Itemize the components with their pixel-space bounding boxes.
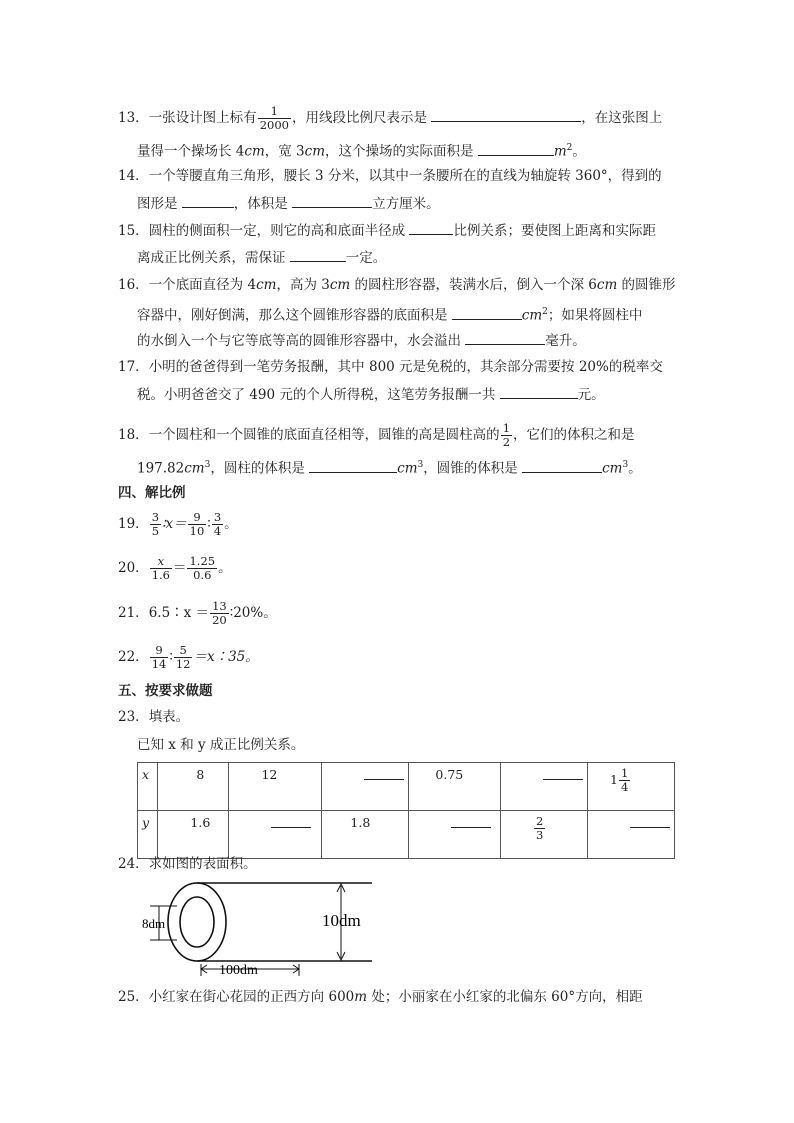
section-4-title: 四、解比例 [118, 485, 186, 501]
answer-blank[interactable] [465, 331, 545, 345]
q14-line1: 14．一个等腰直角三角形，腰长 3 分米，以其中一条腰所在的直线为轴旋转 360°，得到的 [118, 168, 662, 184]
answer-blank[interactable] [500, 385, 578, 399]
q24-title: 24．求如图的表面积。 [118, 856, 257, 872]
q23-title: 23．填表。 [118, 709, 190, 725]
q13-line2: 量得一个操场长 4cm，宽 3cm，这个操场的实际面积是 $m^2$。 [137, 143, 586, 160]
answer-blank[interactable] [409, 221, 453, 235]
table-row: y 1.6 1.8 $\frac{2}{3}$ [138, 811, 675, 859]
answer-blank[interactable] [478, 142, 554, 156]
q16-line1: 16．一个底面直径为 4cm，高为 3cm 的圆柱形容器，装满水后，倒入一个深 6cm 的圆锥形 [118, 277, 676, 293]
answer-blank[interactable] [452, 306, 522, 320]
answer-blank[interactable] [292, 194, 372, 208]
q19: 19． $\frac{3}{5}$ ∶x＝ $\frac{9}{10}$ ∶ $\frac{3}{4}$ 。 [118, 510, 238, 538]
q15-line1: 15．圆柱的侧面积一定，则它的高和底面半径成 比例关系；要使图上距离和实际距 [118, 223, 656, 239]
answer-blank[interactable] [271, 815, 311, 828]
label-100dm: 100dm [219, 963, 258, 978]
q16-line3: 的水倒入一个与它等底等高的圆锥形容器中，水会溢出 毫升。 [137, 333, 586, 349]
label-10dm: 10dm [322, 911, 361, 930]
hollow-cylinder-figure [137, 878, 377, 978]
proportion-table [137, 762, 675, 859]
q17-line2: 税。小明爸爸交了 490 元的个人所得税，这笔劳务报酬一共 元。 [137, 387, 605, 403]
q14-line2: 图形是 ，体积是 立方厘米。 [137, 196, 440, 212]
q22: 22． $\frac{9}{14}$ ∶ $\frac{5}{12}$ ＝x∶35。 [118, 643, 259, 671]
answer-blank[interactable] [543, 767, 583, 780]
answer-blank[interactable] [290, 248, 346, 262]
fraction-1-2000: $\frac{1}{2000}$ [259, 104, 289, 132]
q16-line2: 容器中，刚好倒满，那么这个圆锥形容器的底面积是 $cm^2$；如果将圆柱中 [137, 307, 643, 324]
q21: 21．6.5∶x ＝ $\frac{13}{20}$ ∶20%。 [118, 599, 277, 627]
fraction-1-2: $\frac{1}{2}$ [502, 421, 511, 449]
q25-line1: 25．小红家在街心花园的正西方向 600m 处；小丽家在小红家的北偏东 60°方向，相距 [118, 989, 643, 1005]
q17-line1: 17．小明的爸爸得到一笔劳务报酬，其中 800 元是免税的，其余部分需要按 20%的税率交 [118, 359, 663, 375]
answer-blank[interactable] [364, 767, 404, 780]
answer-blank[interactable] [431, 108, 581, 122]
q18-line2: $197.82cm^3$，圆柱的体积是 $cm^3$，圆锥的体积是 $cm^3$。 [137, 460, 642, 477]
q23-condition: 已知 x 和 y 成正比例关系。 [137, 737, 305, 753]
answer-blank[interactable] [522, 459, 602, 473]
answer-blank[interactable] [451, 815, 491, 828]
q20: 20． $\frac{x}{1.6}$ ＝ $\frac{1.25}{0.6}$ 。 [118, 554, 232, 582]
table-row: x 8 12 0.75 1 $\frac{1}{4}$ [138, 763, 675, 811]
label-8dm: 8dm [142, 916, 166, 931]
answer-blank[interactable] [309, 459, 397, 473]
section-5-title: 五、按要求做题 [118, 683, 213, 699]
answer-blank[interactable] [630, 815, 670, 828]
q18-line1: 18．一个圆柱和一个圆锥的底面直径相等，圆锥的高是圆柱高的 $\frac{1}{2}$ ，它们的体积之和是 [118, 421, 635, 449]
answer-blank[interactable] [182, 194, 234, 208]
q15-line2: 离成正比例关系，需保证 一定。 [137, 250, 387, 266]
q13-line1: 13．一张设计图上标有 $\frac{1}{2000}$ ，用线段比例尺表示是 ，在这张图上 [118, 104, 663, 132]
